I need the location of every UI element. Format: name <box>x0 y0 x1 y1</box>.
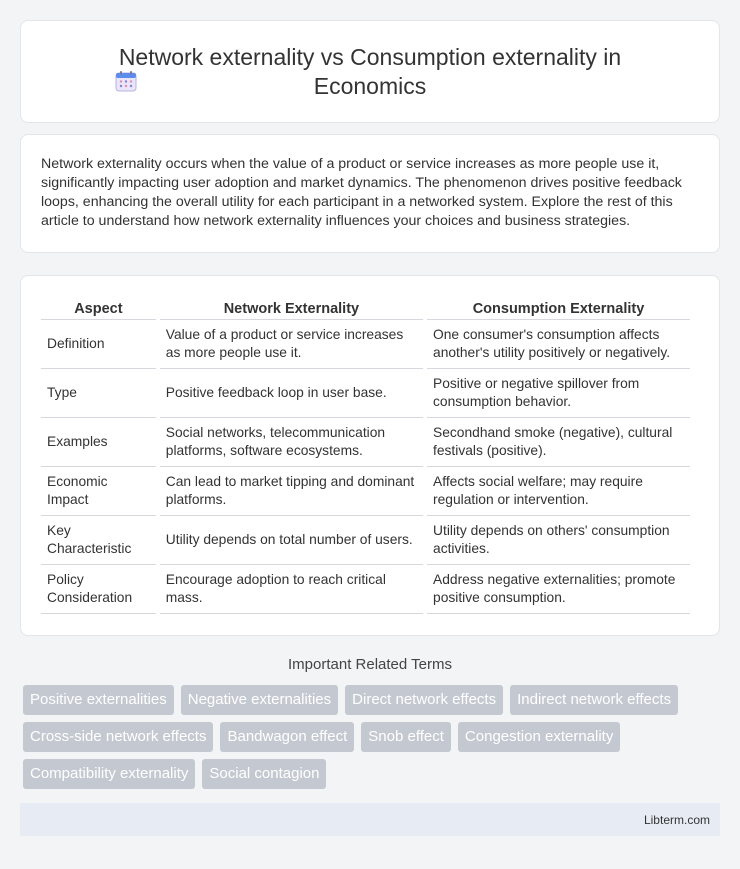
row-consumption: Affects social welfare; may require regulation or intervention. <box>427 467 690 516</box>
row-network: Positive feedback loop in user base. <box>160 369 423 418</box>
row-network: Utility depends on total number of users. <box>160 516 423 565</box>
related-tags <box>20 685 720 789</box>
footer-site-link[interactable]: Libterm.com <box>643 812 710 827</box>
table-row <box>41 369 690 418</box>
row-consumption: Secondhand smoke (negative), cultural festivals (positive). <box>427 418 690 467</box>
footer <box>20 803 720 836</box>
row-network: Encourage adoption to reach critical mass. <box>160 565 423 614</box>
comparison-table <box>37 298 694 614</box>
row-consumption: Utility depends on others' consumption activities. <box>427 516 690 565</box>
tag-cross-side-network-effects[interactable]: Cross-side network effects <box>23 722 213 752</box>
table-row <box>41 516 690 565</box>
title-card <box>20 20 720 123</box>
tag-congestion-externality[interactable]: Congestion externality <box>458 722 620 752</box>
comparison-card <box>20 275 720 636</box>
intro-paragraph: Network externality occurs when the value of a product or service increases as more people use it, significantly impacting user adoption and market dynamics. The phenomenon drives positive feedback loops, enhancing the overall utility for each participant in a networked system. Explore the rest of this article to understand how network externality influences your choices and business strategies. <box>41 156 682 229</box>
table-row <box>41 418 690 467</box>
page-title: Network externality vs Consumption externality in Economics <box>118 43 622 99</box>
row-consumption: Address negative externalities; promote positive consumption. <box>427 565 690 614</box>
header-consumption-externality: Consumption Externality <box>427 298 690 320</box>
row-aspect: Key Characteristic <box>41 516 156 565</box>
related-terms-section <box>20 656 720 789</box>
tag-social-contagion[interactable]: Social contagion <box>202 759 326 789</box>
related-terms-title: Important Related Terms <box>288 656 452 673</box>
title-wrap <box>70 43 670 101</box>
table-row <box>41 565 690 614</box>
row-network: Can lead to market tipping and dominant platforms. <box>160 467 423 516</box>
row-network: Social networks, telecommunication platforms, software ecosystems. <box>160 418 423 467</box>
row-aspect: Examples <box>41 418 156 467</box>
row-aspect: Economic Impact <box>41 467 156 516</box>
table-header-row <box>41 298 690 320</box>
intro-card <box>20 134 720 253</box>
tag-indirect-network-effects[interactable]: Indirect network effects <box>510 685 678 715</box>
header-aspect: Aspect <box>41 298 156 320</box>
tag-bandwagon-effect[interactable]: Bandwagon effect <box>220 722 354 752</box>
tag-snob-effect[interactable]: Snob effect <box>361 722 451 752</box>
table-row <box>41 320 690 369</box>
tag-compatibility-externality[interactable]: Compatibility externality <box>23 759 195 789</box>
header-network-externality: Network Externality <box>160 298 423 320</box>
row-aspect: Policy Consideration <box>41 565 156 614</box>
row-aspect: Type <box>41 369 156 418</box>
tag-negative-externalities[interactable]: Negative externalities <box>181 685 338 715</box>
row-network: Value of a product or service increases as more people use it. <box>160 320 423 369</box>
calendar-icon <box>115 70 137 92</box>
row-consumption: Positive or negative spillover from consumption behavior. <box>427 369 690 418</box>
tag-positive-externalities[interactable]: Positive externalities <box>23 685 174 715</box>
table-row <box>41 467 690 516</box>
row-consumption: One consumer's consumption affects another's utility positively or negatively. <box>427 320 690 369</box>
tag-direct-network-effects[interactable]: Direct network effects <box>345 685 503 715</box>
row-aspect: Definition <box>41 320 156 369</box>
